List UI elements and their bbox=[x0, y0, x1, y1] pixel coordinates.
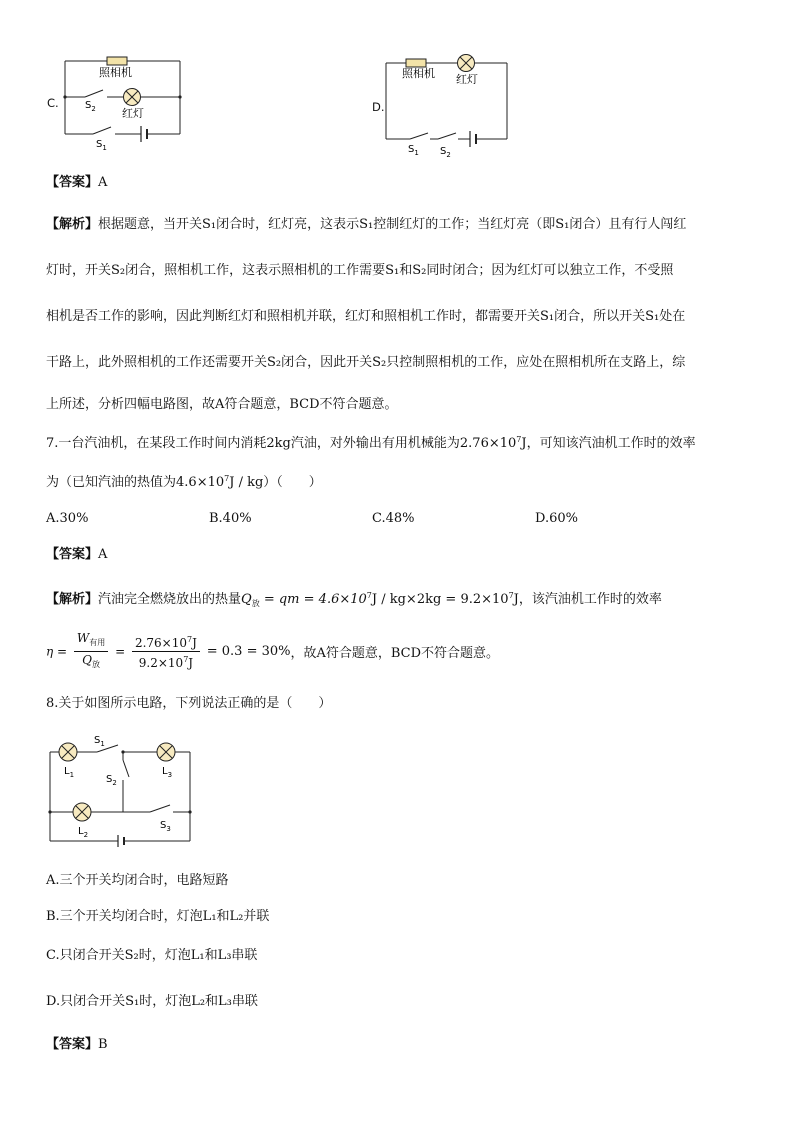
q7-analysis-line-1: 【解析】汽油完全燃烧放出的热量$Q_放$ = qm = $4.6\times 10^7J / kg\times 2kg = 9.2\times 10^7J$，该汽油机工作时的效率 bbox=[46, 591, 662, 608]
q6-analysis-line-4: 干路上，此外照相机的工作还需要开关S₂闭合，因此开关S₂只控制照相机的工作，应处在照相机所在支路上，综 bbox=[46, 355, 686, 370]
q8-option-d: D.只闭合开关S₁时，灯泡L₂和L₃串联 bbox=[46, 994, 258, 1009]
s2-label: $S_2$ bbox=[85, 100, 96, 113]
q8-option-b: B.三个开关均闭合时，灯泡L₁和L₂并联 bbox=[46, 909, 270, 924]
q8-answer: 【答案】B bbox=[46, 1037, 108, 1052]
option-c-label: C. bbox=[47, 96, 59, 110]
camera-component bbox=[107, 57, 127, 65]
q7-stem-line-1: 7.一台汽油机，在某段工作时间内消耗2kg汽油，对外输出有用机械能为$2.76\times 10^7J$，可知该汽油机工作时的效率 bbox=[46, 435, 696, 451]
circuit-diagram-q8 bbox=[40, 726, 200, 856]
s1-label: $S_1$ bbox=[94, 735, 105, 748]
q7-option-c: C.48% bbox=[372, 511, 415, 526]
red-light-text: 红灯 bbox=[456, 73, 478, 86]
q6-analysis-line-2: 灯时，开关S₂闭合，照相机工作，这表示照相机的工作需要S₁和S₂同时闭合；因为红灯可以独立工作，不受照 bbox=[46, 263, 674, 278]
q8-stem: 8.关于如图所示电路，下列说法正确的是（ ） bbox=[46, 696, 332, 711]
l2-label: $L_2$ bbox=[78, 826, 89, 839]
efficiency-fraction-values: $\frac{2.76\times 10^7J}{9.2\times 10^7J}$ bbox=[132, 632, 200, 671]
q7-option-a: A.30% bbox=[46, 511, 89, 526]
q6-analysis-line-1: 【解析】根据题意，当开关S₁闭合时，红灯亮，这表示S₁控制红灯的工作；当红灯亮（即S₁闭合）且有行人闯红 bbox=[46, 217, 687, 232]
camera-text: 照相机 bbox=[99, 66, 132, 79]
q7-answer: 【答案】A bbox=[46, 547, 108, 562]
s2-label: $S_2$ bbox=[106, 774, 117, 787]
q7-option-d: D.60% bbox=[535, 511, 578, 526]
red-light-text: 红灯 bbox=[122, 107, 144, 120]
camera-text: 照相机 bbox=[402, 67, 435, 80]
q6-analysis-line-5: 上所述，分析四幅电路图，故A符合题意，BCD不符合题意。 bbox=[46, 397, 398, 412]
q7-efficiency-formula: η = $\frac{W_{有用}}{Q_放}$ = $\frac{2.76\times 10^7J}{9.2\times 10^7J}$ = 0.3 = 30%，故A符合题意，BCD不符合题意。 bbox=[46, 630, 499, 673]
s2-label: $S_2$ bbox=[440, 146, 451, 159]
l1-label: $L_1$ bbox=[64, 766, 75, 779]
camera-component bbox=[406, 59, 426, 67]
s1-label: $S_1$ bbox=[96, 139, 107, 150]
q6-answer: 【答案】A bbox=[46, 175, 108, 190]
q8-option-c: C.只闭合开关S₂时，灯泡L₁和L₃串联 bbox=[46, 948, 258, 963]
efficiency-fraction-symbolic: $\frac{W_{有用}}{Q_放}$ bbox=[74, 630, 108, 673]
q6-analysis-line-3: 相机是否工作的影响，因此判断红灯和照相机并联，红灯和照相机工作时，都需要开关S₁闭合，所以开关S₁处在 bbox=[46, 309, 686, 324]
q8-option-a: A.三个开关均闭合时，电路短路 bbox=[46, 873, 229, 888]
circuit-diagram-d bbox=[380, 50, 520, 160]
s3-label: $S_3$ bbox=[160, 820, 171, 833]
l3-label: $L_3$ bbox=[162, 766, 173, 779]
q7-stem-line-2: 为（已知汽油的热值为$4.6\times 10^7J / kg$）（ ） bbox=[46, 474, 322, 490]
option-d-label: D. bbox=[372, 100, 385, 114]
circuit-diagram-c bbox=[55, 50, 195, 150]
s1-label: $S_1$ bbox=[408, 144, 419, 157]
q7-option-b: B.40% bbox=[209, 511, 252, 526]
